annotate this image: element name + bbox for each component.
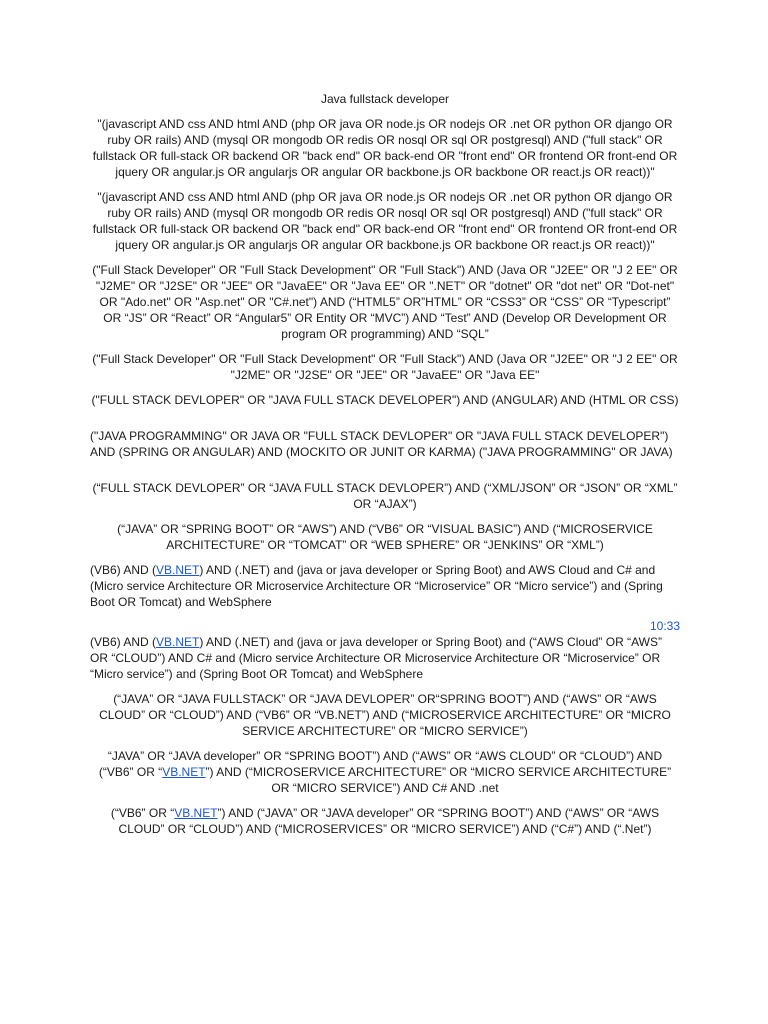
search-string-3: ("Full Stack Developer" OR "Full Stack Development" OR "Full Stack") AND (Java OR "J2EE" OR "J 2 EE" OR "J2ME" OR "J2SE" OR "JEE" OR "JavaEE" OR "Java EE" OR ".NET" OR "dotnet" OR "dot net" OR "Dot-net" OR "Ado.net" OR "Asp.net" OR "C#.net") AND (“HTML5” OR”HTML” OR “CSS3” OR “CSS” OR “Typescript” OR “JS” OR “React” OR “Angular5” OR Entity OR “MVC”) AND “Test” AND (Develop OR Development OR program OR programming) AND “SQL” xyxy=(92,263,678,341)
search-string-13 xyxy=(90,805,680,837)
search-string-9 xyxy=(90,562,680,610)
search-string-12 xyxy=(90,748,680,796)
vb-net-link[interactable]: VB.NET xyxy=(156,635,200,649)
search-string-5: ("FULL STACK DEVLOPER" OR "JAVA FULL STACK DEVELOPER") AND (ANGULAR) AND (HTML OR CSS) xyxy=(91,393,679,407)
search-string-10-pre: (VB6) AND ( xyxy=(90,635,157,649)
search-string-10 xyxy=(90,634,680,682)
search-string-12-pre: “JAVA” OR “JAVA developer” OR “SPRING BOOT”) AND (“AWS” OR “AWS CLOUD” OR “CLOUD”) AND (“VB6” OR “ xyxy=(98,749,663,779)
search-string-2: "(javascript AND css AND html AND (php OR java OR node.js OR nodejs OR .net OR python OR django OR ruby OR rails) AND (mysql OR mongodb OR redis OR nosql OR sql OR postgresql) AND ("full stack" OR fullstack OR full-stack OR backend OR "back end" OR back-end OR "front end" OR frontend OR front-end OR jquery OR angular.js OR angularjs OR angular OR backbone.js OR backbone OR react.js OR react))" xyxy=(92,190,678,252)
search-string-7: (“FULL STACK DEVLOPER” OR “JAVA FULL STACK DEVLOPER”) AND (“XML/JSON” OR “JSON” OR “XML” OR “AJAX”) xyxy=(92,481,678,511)
search-string-6: ("JAVA PROGRAMMING" OR JAVA OR "FULL STACK DEVLOPER" OR "JAVA FULL STACK DEVELOPER") AND (SPRING OR ANGULAR) AND (MOCKITO OR JUNIT OR KARMA) ("JAVA PROGRAMMING" OR JAVA) xyxy=(90,429,673,459)
search-string-9-post: ) AND (.NET) and (java or java developer or Spring Boot) and AWS Cloud and C# and (Micro service Architecture OR Microservice Architecture OR “Microservice” OR “Micro service”) and (Spring Boot OR Tomcat) and WebSphere xyxy=(90,563,663,609)
search-string-1: "(javascript AND css AND html AND (php OR java OR node.js OR nodejs OR .net OR python OR django OR ruby OR rails) AND (mysql OR mongodb OR redis OR nosql OR sql OR postgresql) AND ("full stack" OR fullstack OR full-stack OR backend OR "back end" OR back-end OR "front end" OR frontend OR front-end OR jquery OR angular.js OR angularjs OR angular OR backbone.js OR backbone OR react.js OR react))" xyxy=(92,117,678,179)
document-title: Java fullstack developer xyxy=(320,92,450,106)
search-string-10-post: ) AND (.NET) and (java or java developer or Spring Boot) and (“AWS Cloud” OR “AWS” OR “CLOUD”) AND C# and (Micro service Architecture OR Microservice Architecture OR “Microservice” OR “Micro service”) and (Spring Boot OR Tomcat) and WebSphere xyxy=(90,635,662,681)
search-string-12-post: ”) AND (“MICROSERVICE ARCHITECTURE” OR “MICRO SERVICE ARCHITECTURE” OR “MICRO SERVICE”) AND C# AND .net xyxy=(205,765,672,795)
search-string-13-post: ”) AND (“JAVA” OR “JAVA developer” OR “SPRING BOOT”) AND (“AWS” OR “AWS CLOUD” OR “CLOUD”) AND (“MICROSERVICES” OR “MICRO SERVICE”) AND (“C#”) AND (“.Net”) xyxy=(118,806,660,836)
vb-net-link[interactable]: VB.NET xyxy=(156,563,200,577)
search-string-4: ("Full Stack Developer" OR "Full Stack Development" OR "Full Stack") AND (Java OR "J2EE" OR "J 2 EE" OR "J2ME" OR "J2SE" OR "JEE" OR "JavaEE" OR "Java EE" xyxy=(92,352,678,382)
search-string-9-pre: (VB6) AND ( xyxy=(90,563,157,577)
search-string-13-pre: (“VB6” OR “ xyxy=(110,806,175,820)
vb-net-link[interactable]: VB.NET xyxy=(162,765,206,779)
vb-net-link[interactable]: VB.NET xyxy=(174,806,218,820)
search-string-11: (“JAVA” OR “JAVA FULLSTACK” OR “JAVA DEVLOPER” OR“SPRING BOOT”) AND (“AWS” OR “AWS CLOUD” OR “CLOUD”) AND (“VB6” OR “VB.NET”) AND (“MICROSERVICE ARCHITECTURE” OR “MICRO SERVICE ARCHITECTURE” OR “MICRO SERVICE”) xyxy=(99,692,671,738)
search-string-8: (“JAVA” OR “SPRING BOOT” OR “AWS”) AND (“VB6” OR “VISUAL BASIC”) AND (“MICROSERVICE ARCHITECTURE” OR “TOMCAT” OR “WEB SPHERE” OR “JENKINS” OR “XML”) xyxy=(117,522,653,552)
timestamp: 10:33 xyxy=(649,619,680,633)
